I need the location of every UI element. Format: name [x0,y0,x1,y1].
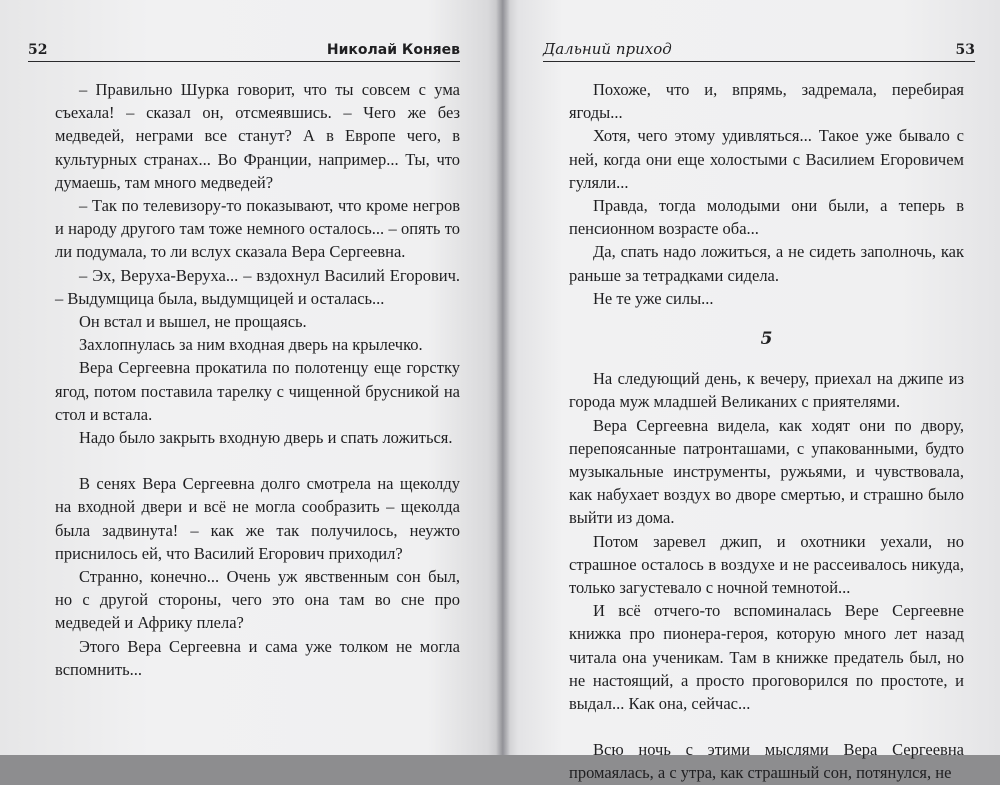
right-page-header [543,35,975,62]
paragraph: Захлопнулась за ним входная дверь на крылечко. [79,335,423,355]
paragraph: Этого Вера Сергеевна и сама уже толком не могла вспомнить... [55,636,460,679]
page-number: 53 [955,42,975,58]
left-page [0,0,503,755]
paragraph: – Эх, Веруха-Веруха... – вздохнул Василий Егорович. – Выдумщица была, выдумщицей и осталась... [55,265,460,308]
paragraph: Вера Сергеевна прокатила по полотенцу еще горстку ягод, потом поставила тарелку с чищенной брусникой на стол и встала. [55,358,460,424]
paragraph: Потом заревел джип, и охотники уехали, но страшное осталось в воздухе и не рассеивалось никуда, только загустевало с ночной темнотой... [569,531,964,598]
paragraph: Надо было закрыть входную дверь и спать ложиться. [79,428,453,448]
paragraph: Не те уже силы... [593,288,714,308]
paragraph: – Так по телевизору-то показывают, что кроме негров и народу другого там тоже немного осталось... – опять то ли подумала, то ли вслух сказала Вера Сергеевна. [55,196,460,262]
left-page-header [28,35,460,62]
paragraph: Похоже, что и, впрямь, задремала, перебирая ягоды... [569,80,964,123]
chapter-number: 5 [760,329,773,350]
paragraph: Вера Сергеевна видела, как ходят они по двору, перепоясанные патронташами, с упакованными, будто музыкальные инструменты, ружьями, и чувствовала, как набухает воздух во дворе смертью, и страшно было выйти из дома. [569,415,964,528]
paragraph: Правда, тогда молодыми они были, а теперь в пенсионном возрасте оба... [569,196,964,239]
running-head-author: Николай Коняев [326,42,460,58]
right-page [503,0,1000,783]
paragraph: – Правильно Шурка говорит, что ты совсем с ума съехала! – сказал он, отсмеявшись. – Чего же без медведей, неграми все станут? А в Европе чего, в культурных странах... Во Франции, например... Ты, что думаешь, там много медведей? [55,80,460,192]
book-gutter [496,0,510,755]
running-head-title: Дальний приход [543,40,672,58]
paragraph: Он встал и вышел, не прощаясь. [79,312,307,332]
paragraph: На следующий день, к вечеру, приехал на джипе из города муж младшей Великаних с приятелями. [569,369,964,412]
paragraph: И всё отчего-то вспоминалась Вере Сергеевне книжка про пионера-героя, которую много лет назад читала она ученикам. Там в книжке предатель был, но не настоящий, а просто проговорился по простоте, и выдал... Как она, сейчас... [569,601,964,714]
page-number: 52 [28,42,48,58]
paragraph: В сенях Вера Сергеевна долго смотрела на щеколду на входной двери и всё не могла сообразить – щеколда была задвинута! – как же так получилось, неужто приснилось ей, что Василий Егорович приходил? [55,474,460,563]
right-page-text [569,78,964,785]
paragraph: Всю ночь с этими мыслями Вера Сергеевна промаялась, а с утра, как страшный сон, потянулся, не [569,740,964,783]
left-page-text [55,78,460,681]
paragraph: Да, спать надо ложиться, а не сидеть заполночь, как раньше за тетрадками сидела. [569,242,964,285]
paragraph: Хотя, чего этому удивляться... Такое уже бывало с ней, когда они еще холостыми с Василием Егоровичем гуляли... [569,126,964,192]
paragraph: Странно, конечно... Очень уж явственным сон был, но с другой стороны, чего это она там во сне про медведей и Африку плела? [55,567,460,633]
